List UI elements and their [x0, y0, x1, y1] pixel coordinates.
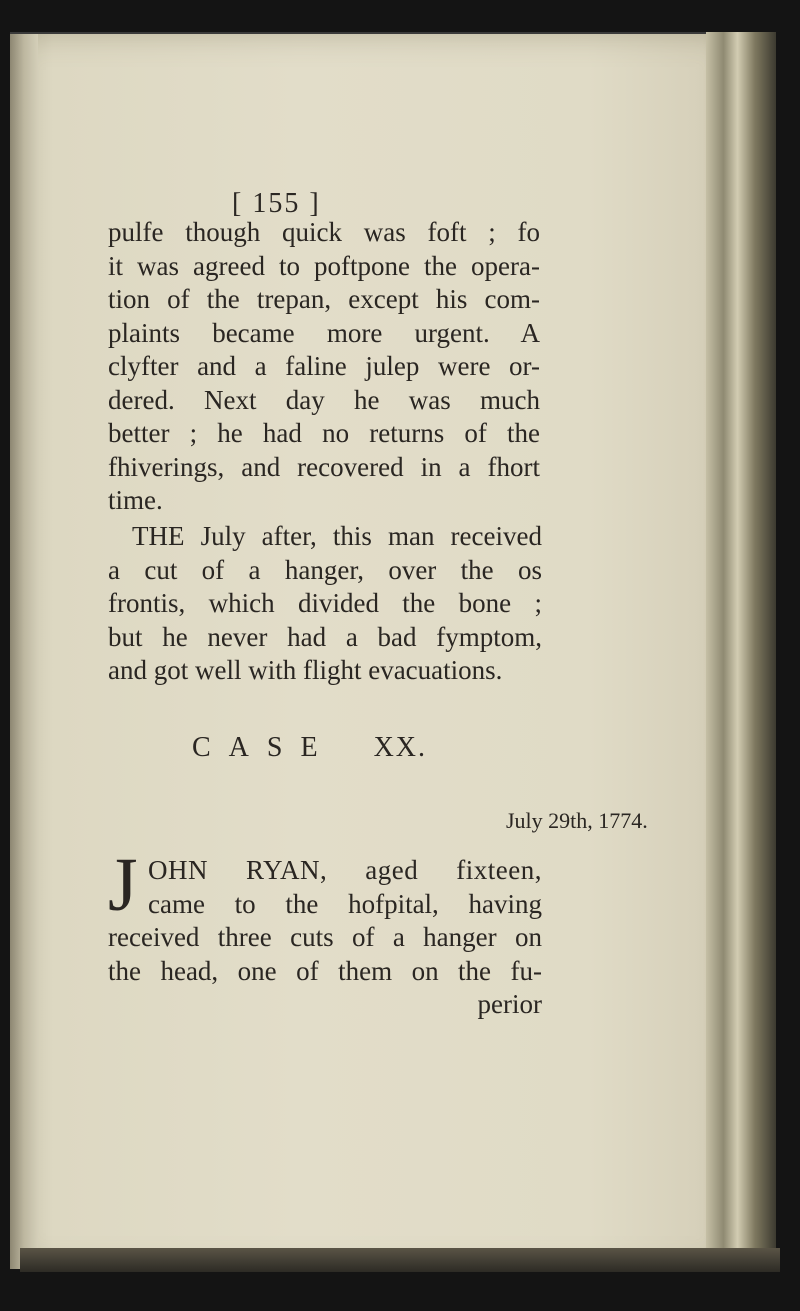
case-number: XX.: [373, 732, 428, 763]
case-label: CASE: [192, 732, 336, 763]
case-date: July 29th, 1774.: [506, 808, 648, 833]
text-line: OHN RYAN, aged fixteen,: [148, 855, 542, 885]
text-line: THE July after, this man received: [132, 521, 542, 551]
text-line: pulfe though quick was foft ; fo: [108, 217, 540, 247]
text-line: received three cuts of a hanger on: [108, 922, 542, 952]
text-line: the head, one of them on the fu-: [108, 955, 542, 986]
paragraph-2: [108, 520, 542, 688]
page-number-header: [ 155 ]: [232, 188, 321, 219]
page-edge: [706, 32, 776, 1267]
text-line: a cut of a hanger, over the os: [108, 554, 542, 585]
text-line: plaints became more urgent. A: [108, 317, 540, 348]
text-line: but he never had a bad fymptom,: [108, 621, 542, 652]
text-line: fhiverings, and recovered in a fhort: [108, 451, 540, 482]
text-line: tion of the trepan, except his com-: [108, 284, 540, 314]
page-bottom-edge: [20, 1248, 780, 1272]
paragraph-1: [108, 216, 540, 518]
drop-cap: J: [108, 843, 138, 927]
case-heading: [192, 732, 652, 764]
text-line: came to the hofpital, having: [148, 888, 542, 919]
text-line: frontis, which divided the bone ;: [108, 588, 542, 618]
text-line: better ; he had no returns of the: [108, 418, 540, 448]
text-line: dered. Next day he was much: [108, 384, 540, 415]
text-line: clyfter and a faline julep were or-: [108, 351, 540, 381]
text-line: it was agreed to poftpone the opera-: [108, 250, 540, 281]
catchword: perior: [477, 989, 542, 1019]
page-gutter: [10, 34, 38, 1269]
text-line: time.: [108, 485, 163, 515]
text-line: and got well with flight evacuations.: [108, 655, 503, 685]
paragraph-3: [108, 854, 542, 1022]
